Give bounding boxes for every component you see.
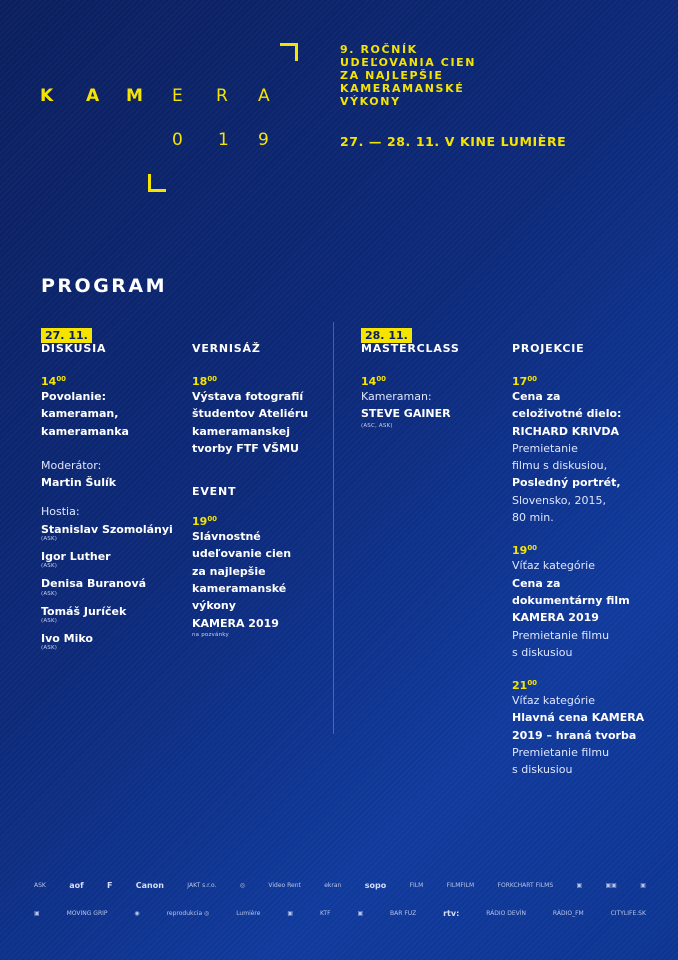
time-label: $17^{00}$ — [512, 375, 538, 388]
time-label: $18^{00}$ — [192, 375, 218, 388]
sponsor-logo: Video Rent — [268, 882, 301, 889]
guest-tag: (ASK) — [41, 617, 58, 624]
screening-line: s diskusiou — [512, 763, 573, 777]
column-divider — [333, 322, 334, 734]
screening-line: Cena za — [512, 576, 561, 590]
screening-line: Premietanie — [512, 441, 578, 455]
sponsor-logo: BAR FUZ — [390, 910, 417, 917]
session-title-line: kameramanskej — [192, 424, 291, 438]
screening-line: Hlavná cena KAMERA — [512, 711, 645, 725]
guest-name: Ivo Miko — [41, 631, 93, 645]
session-title-line: udeľovanie cien — [192, 547, 292, 561]
logo-digit: 0 — [172, 130, 183, 150]
diskusia-column — [41, 342, 191, 651]
guest-name: Stanislav Szomolányi — [41, 522, 173, 536]
guest-tag: (ASK) — [41, 563, 58, 570]
screening-line: filmu s diskusiou, — [512, 459, 608, 473]
logo-letter: M — [126, 86, 143, 106]
time-label: $21^{00}$ — [512, 679, 538, 693]
vernisaz-column — [192, 342, 332, 638]
logo-digit: 9 — [258, 130, 269, 150]
projekcie-column — [512, 342, 662, 779]
sponsor-logo: ▣▣ — [605, 882, 617, 889]
sponsor-logo: FILMFILM — [446, 882, 475, 889]
section-heading: MASTERCLASS — [361, 342, 460, 355]
sponsor-logo: Lumière — [236, 910, 261, 917]
screening-line: 2019 – hraná tvorba — [512, 728, 637, 742]
program-title: PROGRAM — [41, 275, 168, 297]
sponsor-logo: JAKT s.r.o. — [187, 882, 217, 889]
screening-line: KAMERA 2019 — [512, 611, 599, 625]
screening-line: Premietanie filmu — [512, 746, 610, 760]
sponsor-logos-row-2 — [34, 909, 646, 918]
session-title-line: výkony — [192, 599, 236, 613]
sponsor-logo: sopo — [364, 881, 387, 890]
sponsor-logo: Canon — [135, 881, 164, 890]
moderator-name: Martin Šulík — [41, 476, 117, 490]
logo-letter: A — [258, 86, 270, 106]
sponsor-logo: RÁDIO_FM — [552, 910, 584, 917]
guest-name: Tomáš Juríček — [41, 604, 127, 618]
day2-badge-wrap — [361, 324, 412, 343]
screening-line: Slovensko, 2015, — [512, 493, 606, 507]
screening-line: Víťaz kategórie — [512, 694, 595, 708]
headline-line: KAMERAMANSKÉ — [340, 82, 465, 95]
sponsor-logo: FILM — [409, 882, 424, 889]
role-label: Kameraman: — [361, 390, 432, 403]
session-title-line: Povolanie: — [41, 390, 107, 403]
sponsor-logo: ◎ — [239, 882, 246, 889]
section-heading: PROJEKCIE — [512, 342, 585, 355]
time-label: $19^{00}$ — [192, 515, 218, 529]
moderator-label: Moderátor: — [41, 458, 102, 472]
sponsor-logo: ▣ — [34, 910, 40, 917]
session-title-line: kameramanské — [192, 582, 287, 596]
invitation-note: na pozvánky — [192, 631, 229, 638]
sponsor-logo: rtv: — [443, 909, 460, 918]
logo-letter: E — [172, 86, 183, 106]
sponsor-logo: FORKCHART FILMS — [497, 882, 554, 889]
screening-line: 80 min. — [512, 511, 554, 525]
sponsor-logo: ◉ — [134, 910, 140, 917]
screening-line: s diskusiou — [512, 645, 573, 659]
speaker-tag: (ASC, ASK) — [361, 422, 393, 429]
logo-letter: A — [86, 86, 100, 106]
day-badge: 27. 11. — [41, 328, 92, 343]
guest-tag: (ASK) — [41, 590, 58, 597]
guest-name: Denisa Buranová — [41, 577, 147, 591]
sponsor-logo: reprodukcia ◎ — [166, 910, 210, 917]
session-title-line: kameraman, — [41, 407, 119, 421]
time-label: $14^{00}$ — [41, 375, 67, 388]
logo-letter: R — [216, 86, 228, 106]
sponsor-logo: ▣ — [357, 910, 364, 917]
logo-corner-bottom-left — [148, 174, 166, 192]
sponsor-logo: KTF — [319, 910, 331, 917]
logo-corner-top-right — [280, 43, 298, 61]
sponsor-logo: F — [106, 881, 113, 890]
logo-digit: 1 — [218, 130, 229, 150]
time-label: $19^{00}$ — [512, 544, 538, 558]
screening-line: celoživotné dielo: — [512, 407, 622, 421]
session-title-line: kameramanka — [41, 424, 129, 438]
headline-line: 9. ROČNÍK — [340, 43, 418, 56]
sponsor-logo: ASK — [34, 882, 46, 889]
speaker-name: STEVE GAINER — [361, 407, 451, 421]
session-title-line: tvorby FTF VŠMU — [192, 441, 299, 455]
sponsor-logos-row-1 — [34, 881, 646, 890]
masterclass-column — [361, 342, 506, 429]
logo-letter: K — [40, 86, 54, 106]
section-heading: VERNISÁŽ — [192, 342, 261, 355]
guest-name: Igor Luther — [41, 550, 111, 564]
screening-line: dokumentárny film — [512, 593, 630, 607]
sponsor-logo: ▣ — [576, 882, 583, 889]
guest-tag: (ASK) — [41, 645, 58, 652]
screening-line: Víťaz kategórie — [512, 559, 595, 573]
sponsor-logo: MOVING GRIP — [66, 910, 108, 917]
sponsor-logo: aof — [69, 881, 84, 890]
sponsor-logo: CITYLIFE.SK — [610, 910, 646, 917]
session-title-line: Slávnostné — [192, 530, 261, 544]
day1-badge-wrap — [41, 324, 92, 343]
session-title-line: KAMERA 2019 — [192, 616, 279, 630]
headline-line: VÝKONY — [340, 95, 401, 108]
headline-line: ZA NAJLEPŠIE — [340, 69, 444, 82]
sponsor-logo: ▣ — [287, 910, 294, 917]
sponsor-logo: ekran — [324, 882, 342, 889]
session-title-line: za najlepšie — [192, 564, 266, 578]
section-heading: DISKUSIA — [41, 342, 107, 355]
sponsor-logo: ▣ — [640, 882, 646, 889]
screening-line: Posledný portrét, — [512, 476, 621, 490]
section-heading: EVENT — [192, 485, 237, 499]
headline-line: UDEĽOVANIA CIEN — [340, 56, 477, 69]
logo-word-row — [0, 86, 300, 108]
day-badge: 28. 11. — [361, 328, 412, 343]
event-dates: 27. — 28. 11. V KINE LUMIÈRE — [340, 134, 567, 149]
screening-line: Premietanie filmu — [512, 628, 610, 642]
screening-line: Cena za — [512, 390, 561, 403]
guests-label: Hostia: — [41, 505, 80, 519]
time-label: $14^{00}$ — [361, 375, 387, 388]
session-title-line: Výstava fotografií — [192, 390, 304, 403]
guest-tag: (ASK) — [41, 536, 58, 543]
logo-year-row — [0, 130, 300, 152]
session-title-line: študentov Ateliéru — [192, 407, 309, 421]
edition-headline — [340, 43, 476, 108]
sponsor-logo: RÁDIO DEVÍN — [486, 910, 527, 917]
screening-line: RICHARD KRIVDA — [512, 424, 620, 438]
